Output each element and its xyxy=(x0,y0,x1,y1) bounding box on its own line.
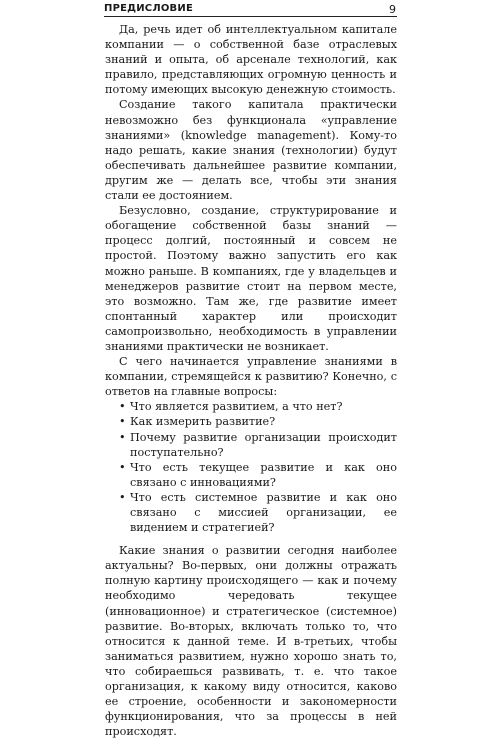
page-body xyxy=(105,22,397,739)
body-paragraph-3: Безусловно, создание, структурирование и обогащение собственной базы знаний — процесс долгий, постоянный и совсем не простой. Поэтому важно запустить его как можно раньше. В компаниях, где у владельцев и менеджеров развитие стоит на первом месте, это возможно. Там же, где развитие имеет спонтанный характер или происходит самопроизвольно, необходимость в управлении знаниями практически не возникает. xyxy=(105,204,397,353)
list-item xyxy=(119,430,397,460)
question-text: Что есть текущее развитие и как оно связано с инновациями? xyxy=(130,460,397,489)
question-text: Почему развитие организации происходит поступательно? xyxy=(130,430,397,459)
bullet-icon: • xyxy=(119,415,126,429)
body-paragraph-1: Да, речь идет об интеллектуальном капитале компании — о собственной базе отраслевых знаний и опыта, об арсенале технологий, как правило, представляющих огромную ценность и потому имеющих высокую денежную стоимость. xyxy=(105,23,397,97)
bullet-icon: • xyxy=(119,400,126,414)
list-item xyxy=(119,490,397,535)
question-list xyxy=(105,399,397,535)
header-rule xyxy=(104,16,397,17)
body-paragraph-5: Какие знания о развитии сегодня наиболее актуальны? Во-первых, они должны отражать полную картину происходящего — как и почему необходимо чередовать текущее (инновационное) и стратегическое (системное) развитие. Во-вторых, включать только то, что относится к данной теме. И в-третьих, чтобы заниматься развитием, нужно хорошо знать то, что собираешься развивать, т. е. что такое организация, к какому виду относится, каково ее строение, особенности и закономерности функционирования, что за процессы в ней происходят. xyxy=(105,544,397,739)
list-item xyxy=(119,460,397,490)
running-head-title: ПРЕДИСЛОВИЕ xyxy=(104,3,193,14)
body-paragraph-4: С чего начинается управление знаниями в компании, стремящейся к развитию? Конечно, с ответов на главные вопросы: xyxy=(105,355,397,399)
body-paragraph-2: Создание такого капитала практически невозможно без функционала «управление знаниями» (knowledge management). Кому-то надо решать, какие знания (технологии) будут обеспечивать дальнейшее развитие компании, другим же — делать все, чтобы эти знания стали ее достоянием. xyxy=(105,98,397,203)
bullet-icon: • xyxy=(119,490,126,504)
question-text: Как измерить развитие? xyxy=(130,415,276,429)
list-item xyxy=(119,414,397,429)
question-text: Что есть системное развитие и как оно связано с миссией организации, ее видением и стратегией? xyxy=(130,490,397,535)
page-number: 9 xyxy=(389,3,396,16)
bullet-icon: • xyxy=(119,460,126,474)
section-gap xyxy=(105,535,397,543)
question-text: Что является развитием, а что нет? xyxy=(130,400,343,414)
page-header xyxy=(0,0,500,20)
bullet-icon: • xyxy=(119,430,126,444)
list-item xyxy=(119,399,397,414)
